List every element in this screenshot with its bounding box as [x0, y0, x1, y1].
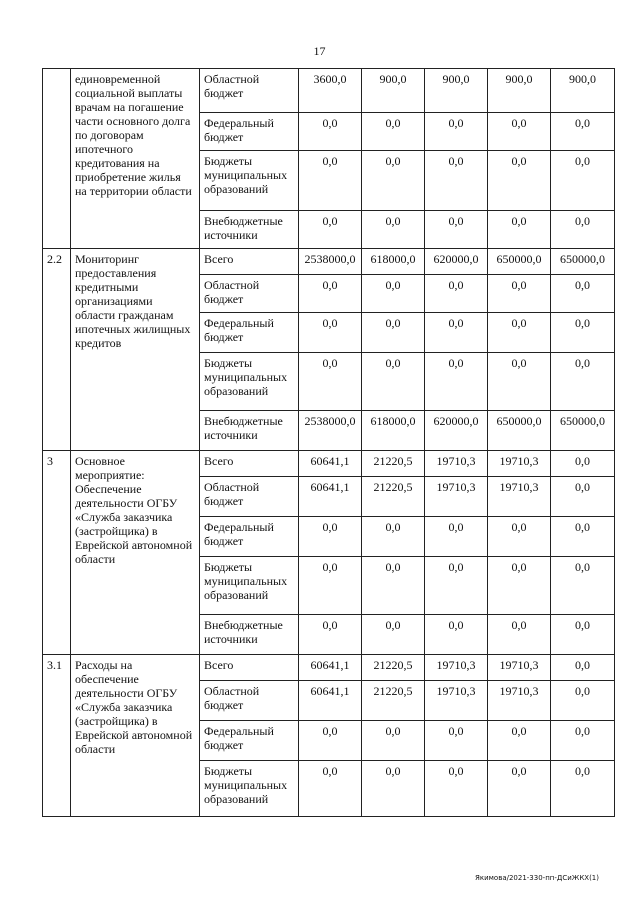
value-cell: 900,0 [362, 69, 425, 113]
value-cell: 0,0 [362, 113, 425, 151]
value-cell: 21220,5 [362, 477, 425, 517]
value-cell: 0,0 [299, 557, 362, 615]
value-cell: 650000,0 [551, 249, 615, 275]
value-cell: 60641,1 [299, 681, 362, 721]
value-cell: 19710,3 [425, 451, 488, 477]
value-cell: 0,0 [425, 557, 488, 615]
table-row [43, 655, 615, 681]
value-cell: 0,0 [299, 761, 362, 817]
value-cell: 0,0 [425, 517, 488, 557]
activity-name: единовременной социальной выплаты врачам на погашение части основного долга по договорам ипотечного кредитования на приобретение жилья на территории области [71, 69, 200, 249]
funding-source: Федеральный бюджет [200, 517, 299, 557]
value-cell: 620000,0 [425, 411, 488, 451]
page-number: 17 [313, 44, 326, 58]
value-cell: 0,0 [362, 761, 425, 817]
value-cell: 0,0 [488, 151, 551, 211]
value-cell: 0,0 [425, 721, 488, 761]
value-cell: 0,0 [551, 113, 615, 151]
value-cell: 0,0 [425, 313, 488, 353]
value-cell: 0,0 [551, 557, 615, 615]
funding-source: Областной бюджет [200, 477, 299, 517]
table-row [43, 249, 615, 275]
value-cell: 0,0 [362, 615, 425, 655]
value-cell: 0,0 [488, 275, 551, 313]
document-footer-code: Якимова/2021-330-пп-ДСиЖКХ(1) [474, 874, 599, 882]
value-cell: 0,0 [362, 313, 425, 353]
value-cell: 0,0 [425, 353, 488, 411]
value-cell: 19710,3 [425, 477, 488, 517]
value-cell: 650000,0 [551, 411, 615, 451]
value-cell: 0,0 [551, 655, 615, 681]
value-cell: 0,0 [299, 353, 362, 411]
row-number: 3.1 [43, 655, 71, 817]
value-cell: 900,0 [425, 69, 488, 113]
value-cell: 0,0 [425, 151, 488, 211]
value-cell: 900,0 [488, 69, 551, 113]
funding-source: Федеральный бюджет [200, 113, 299, 151]
value-cell: 0,0 [551, 451, 615, 477]
value-cell: 0,0 [551, 761, 615, 817]
value-cell: 0,0 [551, 721, 615, 761]
value-cell: 0,0 [425, 113, 488, 151]
value-cell: 900,0 [551, 69, 615, 113]
value-cell: 0,0 [488, 517, 551, 557]
value-cell: 0,0 [551, 211, 615, 249]
value-cell: 19710,3 [425, 655, 488, 681]
value-cell: 0,0 [299, 517, 362, 557]
funding-source: Бюджеты муниципальных образований [200, 761, 299, 817]
row-number: 3 [43, 451, 71, 655]
value-cell: 21220,5 [362, 681, 425, 721]
value-cell: 0,0 [362, 517, 425, 557]
value-cell: 0,0 [299, 313, 362, 353]
value-cell: 2538000,0 [299, 249, 362, 275]
value-cell: 0,0 [362, 151, 425, 211]
value-cell: 19710,3 [488, 655, 551, 681]
funding-source: Областной бюджет [200, 681, 299, 721]
funding-source: Бюджеты муниципальных образований [200, 151, 299, 211]
value-cell: 19710,3 [425, 681, 488, 721]
value-cell: 21220,5 [362, 655, 425, 681]
value-cell: 19710,3 [488, 477, 551, 517]
value-cell: 0,0 [299, 275, 362, 313]
value-cell: 620000,0 [425, 249, 488, 275]
funding-source: Всего [200, 451, 299, 477]
value-cell: 3600,0 [299, 69, 362, 113]
value-cell: 2538000,0 [299, 411, 362, 451]
funding-source: Внебюджетные источники [200, 211, 299, 249]
funding-source: Внебюджетные источники [200, 411, 299, 451]
value-cell: 19710,3 [488, 451, 551, 477]
activity-name: Расходы на обеспечение деятельности ОГБУ «Служба заказчика (застройщика) в Еврейской автономной области [71, 655, 200, 817]
value-cell: 0,0 [299, 721, 362, 761]
value-cell: 60641,1 [299, 655, 362, 681]
funding-source: Всего [200, 655, 299, 681]
table-row [43, 69, 615, 113]
value-cell: 0,0 [488, 557, 551, 615]
activity-name: Мониторинг предоставления кредитными организациями области гражданам ипотечных жилищных кредитов [71, 249, 200, 451]
value-cell: 0,0 [488, 113, 551, 151]
value-cell: 0,0 [362, 721, 425, 761]
value-cell: 0,0 [299, 151, 362, 211]
value-cell: 60641,1 [299, 451, 362, 477]
value-cell: 0,0 [425, 275, 488, 313]
value-cell: 618000,0 [362, 249, 425, 275]
value-cell: 650000,0 [488, 411, 551, 451]
value-cell: 0,0 [488, 761, 551, 817]
funding-source: Всего [200, 249, 299, 275]
value-cell: 0,0 [299, 615, 362, 655]
activity-name: Основное мероприятие: Обеспечение деятельности ОГБУ «Служба заказчика (застройщика) в Еврейской автономной области [71, 451, 200, 655]
value-cell: 0,0 [551, 615, 615, 655]
funding-source: Внебюджетные источники [200, 615, 299, 655]
value-cell: 0,0 [551, 151, 615, 211]
value-cell: 0,0 [425, 761, 488, 817]
value-cell: 0,0 [425, 211, 488, 249]
value-cell: 0,0 [488, 211, 551, 249]
value-cell: 0,0 [362, 557, 425, 615]
budget-table [42, 68, 615, 817]
value-cell: 650000,0 [488, 249, 551, 275]
value-cell: 0,0 [425, 615, 488, 655]
value-cell: 0,0 [299, 113, 362, 151]
value-cell: 0,0 [362, 353, 425, 411]
value-cell: 0,0 [488, 721, 551, 761]
funding-source: Федеральный бюджет [200, 721, 299, 761]
value-cell: 0,0 [551, 477, 615, 517]
value-cell: 0,0 [362, 211, 425, 249]
value-cell: 0,0 [299, 211, 362, 249]
value-cell: 618000,0 [362, 411, 425, 451]
row-number [43, 69, 71, 249]
value-cell: 21220,5 [362, 451, 425, 477]
funding-source: Областной бюджет [200, 69, 299, 113]
value-cell: 0,0 [488, 353, 551, 411]
value-cell: 0,0 [551, 517, 615, 557]
funding-source: Федеральный бюджет [200, 313, 299, 353]
value-cell: 0,0 [551, 275, 615, 313]
table-row [43, 451, 615, 477]
value-cell: 0,0 [488, 313, 551, 353]
value-cell: 0,0 [362, 275, 425, 313]
value-cell: 19710,3 [488, 681, 551, 721]
value-cell: 0,0 [488, 615, 551, 655]
value-cell: 0,0 [551, 313, 615, 353]
row-number: 2.2 [43, 249, 71, 451]
funding-source: Областной бюджет [200, 275, 299, 313]
value-cell: 60641,1 [299, 477, 362, 517]
funding-source: Бюджеты муниципальных образований [200, 557, 299, 615]
funding-source: Бюджеты муниципальных образований [200, 353, 299, 411]
value-cell: 0,0 [551, 681, 615, 721]
value-cell: 0,0 [551, 353, 615, 411]
